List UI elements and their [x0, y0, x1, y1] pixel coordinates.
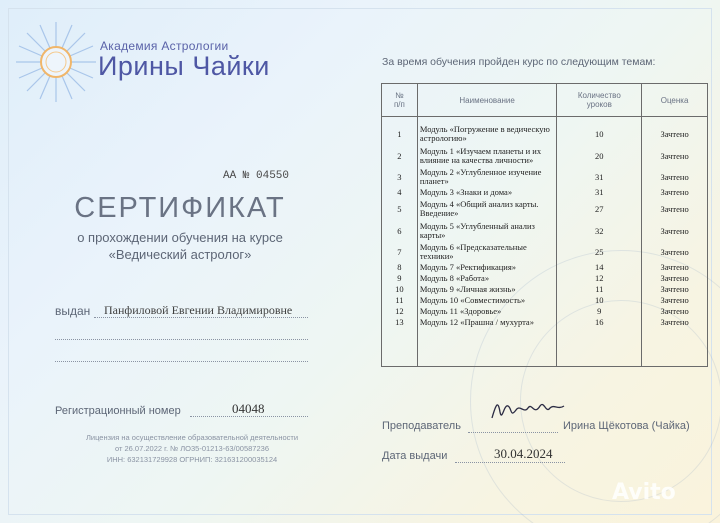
row-grade: Зачтено [642, 242, 708, 262]
row-grade: Зачтено [642, 167, 708, 187]
row-num: 7 [382, 242, 418, 262]
certificate-serial: АА № 04550 [223, 170, 290, 182]
row-num: 4 [382, 187, 418, 198]
license-line-1: Лицензия на осуществление образовательной деятельности [85, 433, 299, 442]
signature-image [488, 394, 568, 426]
license-line-3: ИНН: 632131729928 ОГРНИП: 321631200035124 [106, 455, 278, 464]
row-name: Модуль 11 «Здоровье» [417, 306, 557, 317]
table-row [382, 145, 708, 167]
issue-date-value: 30.04.2024 [494, 446, 553, 461]
row-name: Модуль 6 «Предсказательные техники» [417, 242, 557, 262]
sun-logo-icon [14, 20, 98, 104]
row-hours: 9 [557, 306, 642, 317]
row-hours: 10 [557, 117, 642, 146]
row-grade: Зачтено [642, 262, 708, 273]
row-name: Модуль 7 «Ректификация» [417, 262, 557, 273]
table-row [382, 317, 708, 328]
row-hours: 10 [557, 295, 642, 306]
teacher-name: Ирина Щёкотова (Чайка) [563, 420, 690, 432]
row-hours: 32 [557, 220, 642, 242]
header-grade: Оценка [642, 84, 708, 117]
table-row [382, 262, 708, 273]
certificate-title: СЕРТИФИКАТ [74, 192, 286, 224]
header-name: Наименование [417, 84, 557, 117]
row-grade: Зачтено [642, 295, 708, 306]
row-grade: Зачтено [642, 117, 708, 146]
registration-label: Регистрационный номер [55, 405, 181, 417]
row-name: Модуль «Погружение в ведическую астрологию» [417, 117, 557, 146]
registration-line [190, 416, 308, 417]
header-num: № п/п [382, 84, 418, 117]
row-name: Модуль 4 «Общий анализ карты. Введение» [417, 198, 557, 220]
row-num: 13 [382, 317, 418, 328]
table-heading: За время обучения пройден курс по следующим темам: [382, 56, 656, 68]
table-row [382, 117, 708, 146]
row-hours: 31 [557, 167, 642, 187]
row-hours: 14 [557, 262, 642, 273]
certificate-course-name: «Ведический астролог» [108, 247, 252, 262]
row-name: Модуль 5 «Углубленный анализ карты» [417, 220, 557, 242]
academy-name: Ирины Чайки [98, 51, 270, 81]
row-name: Модуль 1 «Изучаем планеты и их влияние на качества личности» [417, 145, 557, 167]
row-num: 2 [382, 145, 418, 167]
row-name: Модуль 9 «Личная жизнь» [417, 284, 557, 295]
issue-date-label: Дата выдачи [382, 450, 448, 462]
table-row [382, 284, 708, 295]
signature-line [468, 432, 558, 433]
row-grade: Зачтено [642, 273, 708, 284]
row-num: 11 [382, 295, 418, 306]
table-row-empty [382, 328, 708, 367]
row-hours: 31 [557, 187, 642, 198]
table-row [382, 187, 708, 198]
course-table [381, 83, 708, 367]
empty-cell [557, 328, 642, 367]
row-grade: Зачтено [642, 220, 708, 242]
teacher-label: Преподаватель [382, 420, 461, 432]
row-grade: Зачтено [642, 306, 708, 317]
certificate-subtitle-line1: о прохождении обучения на курсе [77, 230, 283, 245]
avito-watermark: Avito [612, 480, 676, 505]
row-name: Модуль 3 «Знаки и дома» [417, 187, 557, 198]
row-hours: 11 [557, 284, 642, 295]
license-line-2: от 26.07.2022 г. № ЛО35-01213-63/00587236 [114, 444, 269, 453]
row-hours: 27 [557, 198, 642, 220]
recipient-line-3 [55, 361, 308, 362]
empty-cell [642, 328, 708, 367]
recipient-label: выдан [55, 304, 91, 318]
table-row [382, 198, 708, 220]
issue-date-line [455, 462, 565, 463]
row-hours: 12 [557, 273, 642, 284]
row-num: 3 [382, 167, 418, 187]
row-num: 6 [382, 220, 418, 242]
row-name: Модуль 2 «Углубленное изучение планет» [417, 167, 557, 187]
recipient-name: Панфиловой Евгении Владимировне [104, 303, 293, 317]
course-table-header [382, 84, 708, 117]
row-hours: 25 [557, 242, 642, 262]
row-grade: Зачтено [642, 187, 708, 198]
row-num: 10 [382, 284, 418, 295]
row-grade: Зачтено [642, 198, 708, 220]
row-name: Модуль 8 «Работа» [417, 273, 557, 284]
row-num: 9 [382, 273, 418, 284]
row-num: 1 [382, 117, 418, 146]
row-name: Модуль 10 «Совместимость» [417, 295, 557, 306]
table-row [382, 273, 708, 284]
row-grade: Зачтено [642, 284, 708, 295]
row-hours: 20 [557, 145, 642, 167]
row-grade: Зачтено [642, 317, 708, 328]
row-name: Модуль 12 «Прашна / мухурта» [417, 317, 557, 328]
table-row [382, 220, 708, 242]
table-row [382, 167, 708, 187]
row-num: 12 [382, 306, 418, 317]
table-row [382, 242, 708, 262]
empty-cell [382, 328, 418, 367]
recipient-line [94, 317, 308, 318]
table-row [382, 306, 708, 317]
row-num: 5 [382, 198, 418, 220]
empty-cell [417, 328, 557, 367]
academy-label: Академия Астрологии [100, 39, 229, 53]
row-grade: Зачтено [642, 145, 708, 167]
recipient-line-2 [55, 339, 308, 340]
row-num: 8 [382, 262, 418, 273]
header-hours: Количество уроков [557, 84, 642, 117]
row-hours: 16 [557, 317, 642, 328]
registration-number: 04048 [232, 401, 265, 416]
table-row [382, 295, 708, 306]
